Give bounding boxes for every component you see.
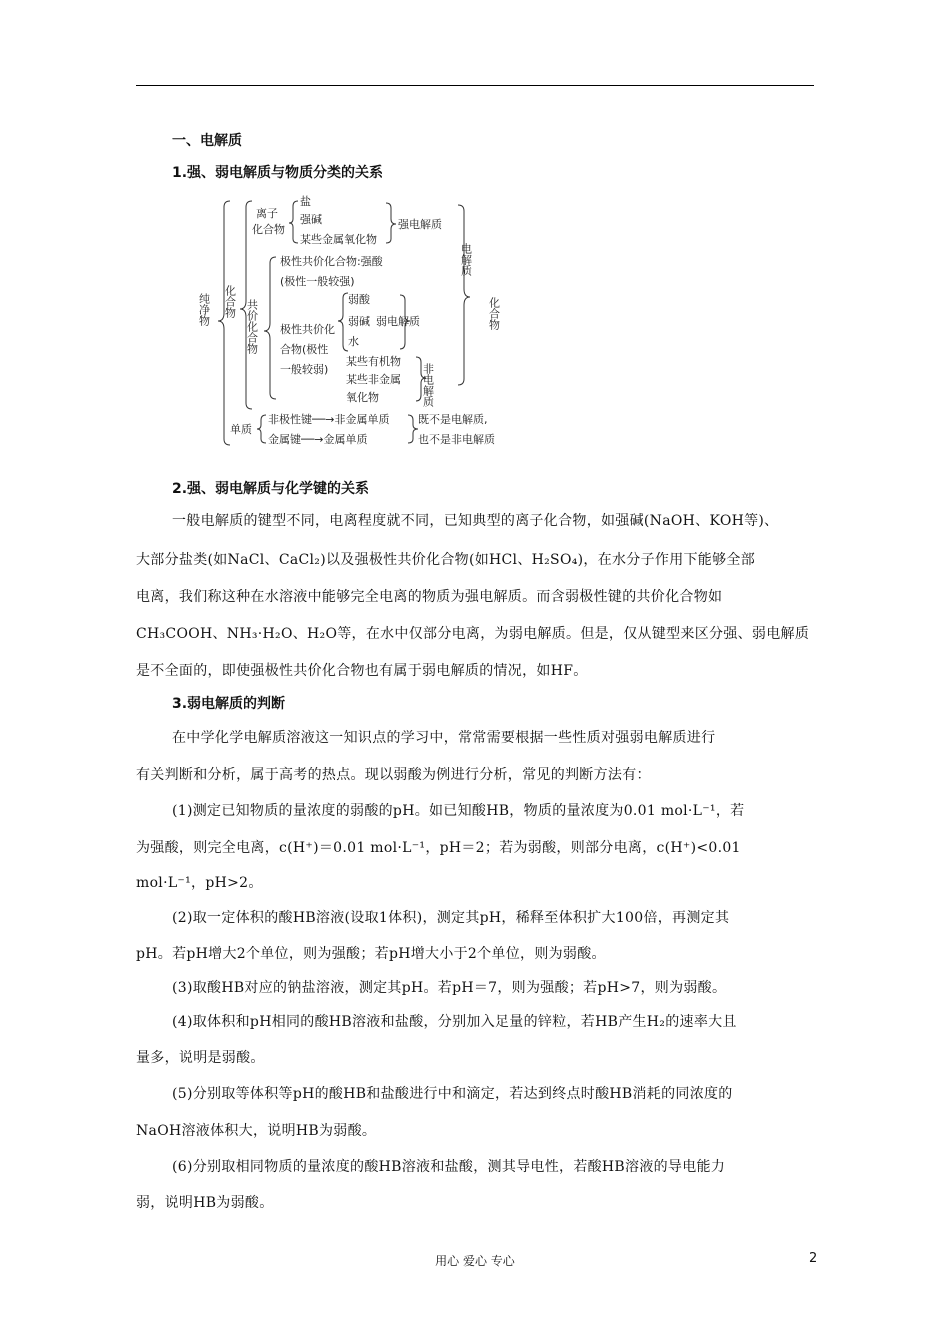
- weak-acid-label: 弱酸: [348, 293, 370, 306]
- polar-strong-label-1: 极性共价化合物:强酸: [280, 255, 383, 268]
- polar-strong-label-2: (极性一般较强): [280, 275, 355, 288]
- para2-line: CH₃COOH、NH₃·H₂O、H₂O等，在水中仅部分电离，为弱电解质。但是，仅从键型来区分强、弱电解质: [136, 626, 810, 642]
- organic-label: 某些有机物: [346, 355, 401, 368]
- nonmetal-oxide-label-2: 氧化物: [346, 391, 379, 404]
- covalent-label: 共价化合物: [245, 299, 259, 354]
- item4-line: (4)取体积和pH相同的酸HB溶液和盐酸，分别加入足量的锌粒，若HB产生H₂的速率大且: [172, 1014, 737, 1030]
- polar-weak-label-3: 一般较弱): [280, 363, 329, 376]
- item2-line: (2)取一定体积的酸HB溶液(设取1体积)，测定其pH，稀释至体积扩大100倍，再测定其: [172, 910, 730, 926]
- compound-right-label: 化合物: [487, 297, 501, 330]
- item3-line: (3)取酸HB对应的钠盐溶液，测定其pH。若pH＝7，则为强酸；若pH>7，则为弱酸。: [172, 980, 727, 996]
- classification-diagram: [196, 193, 516, 453]
- neither-label-2: 也不是非电解质: [418, 433, 495, 446]
- pure-substance-label: 纯净物: [197, 293, 211, 326]
- item1-line: mol·L⁻¹，pH>2。: [136, 875, 263, 891]
- compound-label: 化合物: [223, 285, 237, 318]
- item4-line: 量多，说明是弱酸。: [136, 1050, 265, 1066]
- page-number: 2: [809, 1251, 818, 1266]
- nonpolar-bond-line: 非极性键──→非金属单质: [268, 413, 390, 426]
- strong-base-label: 强碱: [300, 213, 322, 226]
- electrolyte-label: 电解质: [459, 243, 473, 276]
- ionic-label-2: 化合物: [252, 223, 285, 236]
- element-label: 单质: [230, 423, 252, 436]
- para2-line: 电离，我们称这种在水溶液中能够完全电离的物质为强电解质。而含弱极性键的共价化合物如: [136, 589, 723, 605]
- neither-label-1: 既不是电解质,: [418, 413, 488, 426]
- subheading-3: 3.弱电解质的判断: [172, 696, 286, 712]
- para3-line: 有关判断和分析，属于高考的热点。现以弱酸为例进行分析，常见的判断方法有：: [136, 767, 651, 783]
- item1-line: (1)测定已知物质的量浓度的弱酸的pH。如已知酸HB，物质的量浓度为0.01 mol·L⁻¹，若: [172, 803, 745, 819]
- para2-line: 大部分盐类(如NaCl、CaCl₂)以及强极性共价化合物(如HCl、H₂SO₄)，在水分子作用下能够全部: [136, 552, 755, 568]
- ionic-label-1: 离子: [256, 207, 278, 220]
- salt-label: 盐: [300, 195, 311, 208]
- item6-line: 弱，说明HB为弱酸。: [136, 1195, 274, 1211]
- para2-line: 是不全面的，即使强极性共价化合物也有属于弱电解质的情况，如HF。: [136, 663, 588, 679]
- polar-weak-label-2: 合物(极性: [280, 343, 329, 356]
- metal-oxide-label: 某些金属氧化物: [300, 233, 377, 246]
- weak-base-label: 弱碱: [348, 315, 370, 328]
- item5-line: (5)分别取等体积等pH的酸HB和盐酸进行中和滴定，若达到终点时酸HB消耗的同浓度的: [172, 1086, 733, 1102]
- item1-line: 为强酸，则完全电离，c(H⁺)＝0.01 mol·L⁻¹，pH＝2；若为弱酸，则部分电离，c(H⁺)<0.01: [136, 840, 741, 856]
- water-label: 水: [348, 335, 359, 348]
- nonmetal-oxide-label-1: 某些非金属: [346, 373, 401, 386]
- metal-bond-line: 金属键──→金属单质: [268, 433, 368, 446]
- subheading-1: 1.强、弱电解质与物质分类的关系: [172, 165, 384, 181]
- item6-line: (6)分别取相同物质的量浓度的酸HB溶液和盐酸，测其导电性，若酸HB溶液的导电能力: [172, 1159, 726, 1175]
- weak-electrolyte-label: 弱电解质: [376, 315, 420, 328]
- polar-weak-label-1: 极性共价化: [280, 323, 335, 336]
- para2-line: 一般电解质的键型不同，电离程度就不同，已知典型的离子化合物，如强碱(NaOH、KOH等)、: [172, 513, 779, 529]
- item2-line: pH。若pH增大2个单位，则为强酸；若pH增大小于2个单位，则为弱酸。: [136, 946, 606, 962]
- footer-text: 用心 爱心 专心: [435, 1254, 515, 1268]
- header-rule: [136, 85, 814, 86]
- para3-line: 在中学化学电解质溶液这一知识点的学习中，常常需要根据一些性质对强弱电解质进行: [172, 730, 716, 746]
- strong-electrolyte-label: 强电解质: [398, 218, 442, 231]
- subheading-2: 2.强、弱电解质与化学键的关系: [172, 481, 370, 497]
- item5-line: NaOH溶液体积大，说明HB为弱酸。: [136, 1123, 377, 1139]
- non-electrolyte-label: 非电解质: [421, 363, 435, 407]
- section-heading: 一、电解质: [172, 133, 242, 149]
